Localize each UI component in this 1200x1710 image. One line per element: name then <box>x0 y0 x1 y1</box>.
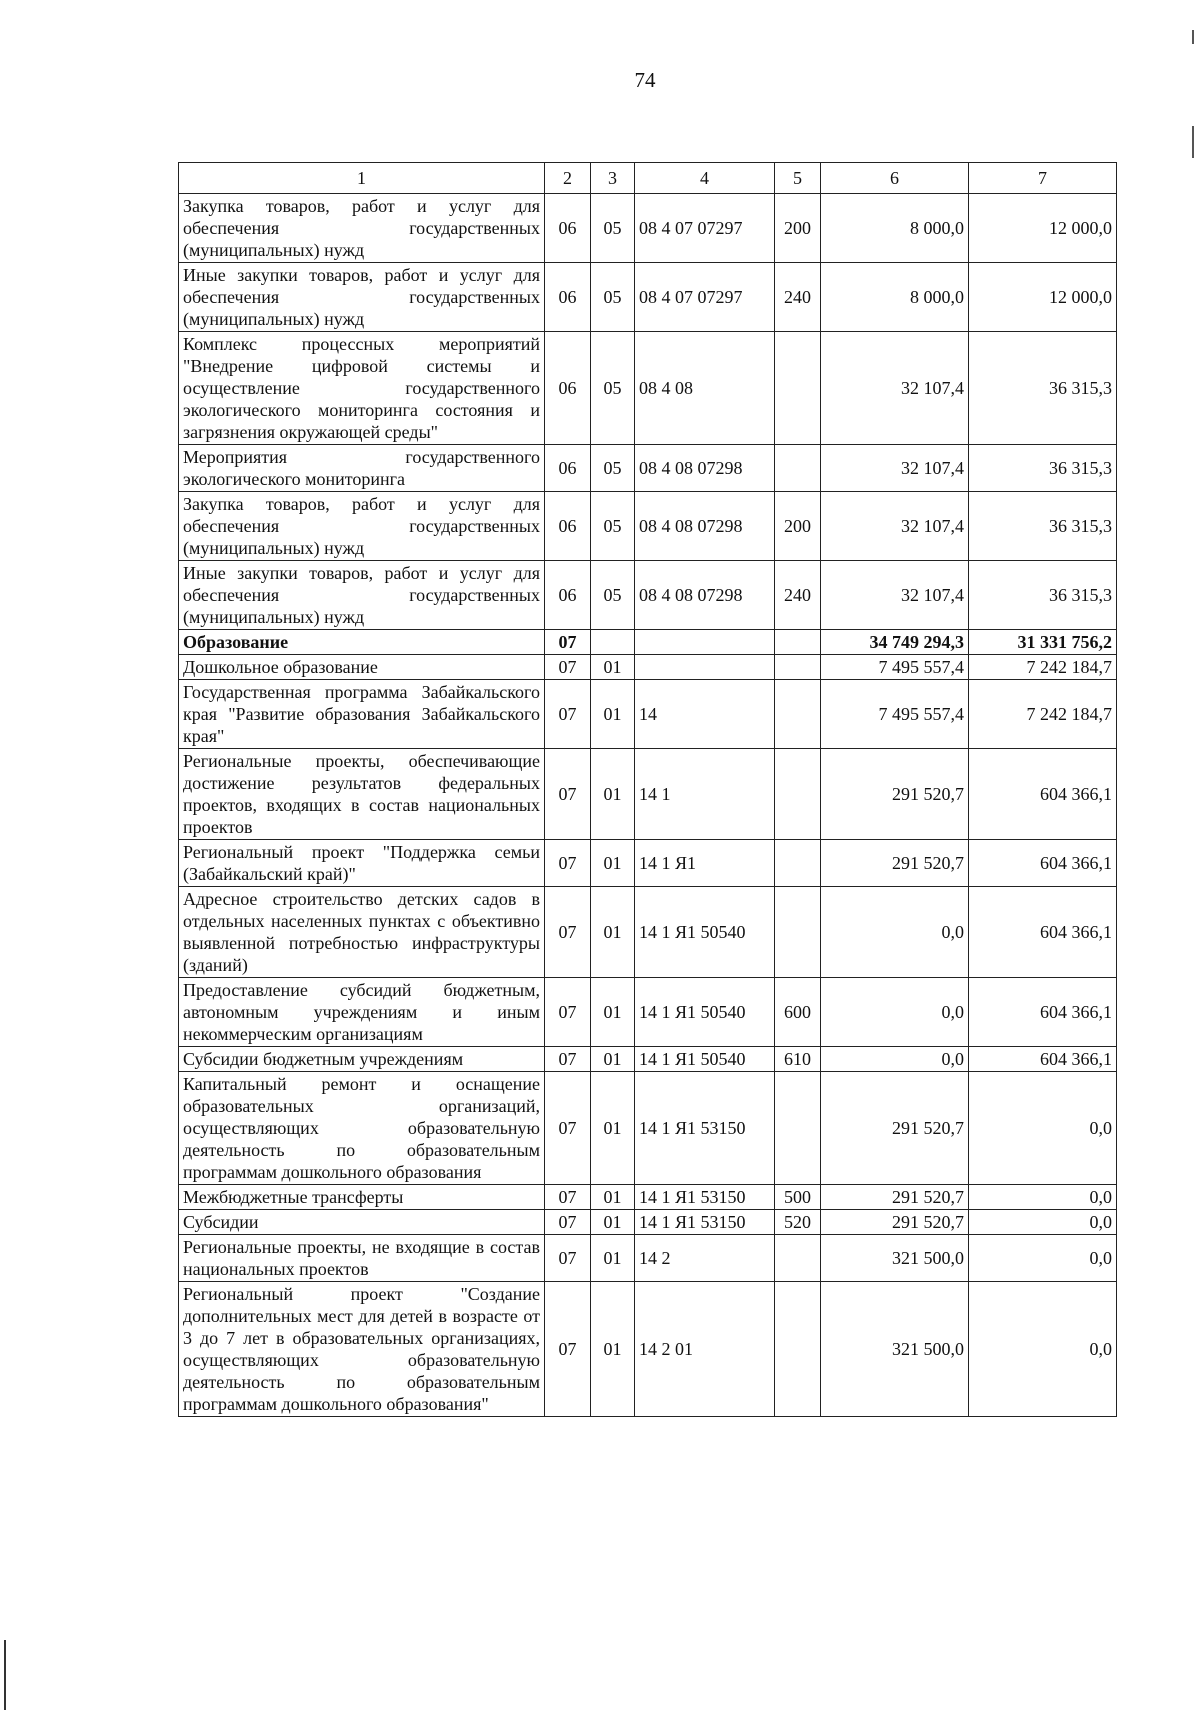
expense-type-cell <box>775 887 821 978</box>
scan-edge-mark <box>1192 30 1194 44</box>
target-code-cell: 14 <box>635 680 775 749</box>
target-code-cell: 14 2 01 <box>635 1282 775 1417</box>
amount-col6-cell: 0,0 <box>821 1047 969 1072</box>
subsection-cell: 01 <box>591 978 635 1047</box>
amount-col7-cell: 36 315,3 <box>969 561 1117 630</box>
amount-col7-cell: 7 242 184,7 <box>969 680 1117 749</box>
subsection-cell: 01 <box>591 655 635 680</box>
amount-col6-cell: 32 107,4 <box>821 561 969 630</box>
amount-col6-cell: 32 107,4 <box>821 492 969 561</box>
amount-col7-cell: 0,0 <box>969 1210 1117 1235</box>
row-name-cell: Региональный проект "Поддержка семьи (Забайкальский край)" <box>179 840 545 887</box>
amount-col7-cell: 604 366,1 <box>969 1047 1117 1072</box>
table-row <box>179 332 1117 445</box>
expense-type-cell <box>775 1235 821 1282</box>
row-name-cell: Региональный проект "Создание дополнительных мест для детей в возрасте от 3 до 7 лет в образовательных организациях, осуществляющих образовательную деятельность по образовательным программам дошкольного образования" <box>179 1282 545 1417</box>
subsection-cell: 05 <box>591 445 635 492</box>
section-cell: 07 <box>545 1235 591 1282</box>
expense-type-cell <box>775 445 821 492</box>
section-cell: 06 <box>545 561 591 630</box>
amount-col7-cell: 604 366,1 <box>969 978 1117 1047</box>
scan-margin-line <box>4 1640 6 1710</box>
section-cell: 07 <box>545 1072 591 1185</box>
section-cell: 07 <box>545 1282 591 1417</box>
section-cell: 07 <box>545 840 591 887</box>
expense-type-cell <box>775 655 821 680</box>
table-body <box>179 194 1117 1417</box>
row-name-cell: Дошкольное образование <box>179 655 545 680</box>
expense-type-cell: 200 <box>775 194 821 263</box>
section-cell: 06 <box>545 445 591 492</box>
amount-col7-cell: 12 000,0 <box>969 263 1117 332</box>
expense-type-cell: 200 <box>775 492 821 561</box>
row-name-cell: Государственная программа Забайкальского края "Развитие образования Забайкальского края" <box>179 680 545 749</box>
column-header-5: 5 <box>775 163 821 194</box>
amount-col6-cell: 291 520,7 <box>821 840 969 887</box>
row-name-cell: Субсидии бюджетным учреждениям <box>179 1047 545 1072</box>
target-code-cell: 14 1 Я1 53150 <box>635 1210 775 1235</box>
expense-type-cell: 600 <box>775 978 821 1047</box>
amount-col7-cell: 604 366,1 <box>969 887 1117 978</box>
column-header-7: 7 <box>969 163 1117 194</box>
target-code-cell: 14 1 Я1 53150 <box>635 1185 775 1210</box>
amount-col7-cell: 604 366,1 <box>969 840 1117 887</box>
table-row <box>179 680 1117 749</box>
amount-col6-cell: 0,0 <box>821 978 969 1047</box>
section-cell: 06 <box>545 263 591 332</box>
subsection-cell: 01 <box>591 840 635 887</box>
column-header-6: 6 <box>821 163 969 194</box>
subsection-cell: 01 <box>591 1047 635 1072</box>
section-cell: 07 <box>545 887 591 978</box>
target-code-cell: 14 1 Я1 50540 <box>635 1047 775 1072</box>
target-code-cell: 08 4 08 07298 <box>635 445 775 492</box>
amount-col7-cell: 0,0 <box>969 1185 1117 1210</box>
table-row <box>179 561 1117 630</box>
row-name-cell: Мероприятия государственного экологического мониторинга <box>179 445 545 492</box>
row-name-cell: Образование <box>179 630 545 655</box>
section-cell: 07 <box>545 1210 591 1235</box>
section-cell: 07 <box>545 1047 591 1072</box>
target-code-cell: 08 4 07 07297 <box>635 194 775 263</box>
expense-type-cell <box>775 1072 821 1185</box>
expense-type-cell: 520 <box>775 1210 821 1235</box>
column-header-3: 3 <box>591 163 635 194</box>
column-header-1: 1 <box>179 163 545 194</box>
subsection-cell: 05 <box>591 263 635 332</box>
subsection-cell: 05 <box>591 561 635 630</box>
expense-type-cell: 240 <box>775 263 821 332</box>
amount-col7-cell: 0,0 <box>969 1072 1117 1185</box>
amount-col7-cell: 36 315,3 <box>969 332 1117 445</box>
expense-type-cell: 240 <box>775 561 821 630</box>
amount-col6-cell: 34 749 294,3 <box>821 630 969 655</box>
amount-col6-cell: 32 107,4 <box>821 445 969 492</box>
table-row <box>179 1185 1117 1210</box>
amount-col6-cell: 291 520,7 <box>821 749 969 840</box>
table-row <box>179 840 1117 887</box>
target-code-cell <box>635 655 775 680</box>
table-row <box>179 263 1117 332</box>
section-cell: 07 <box>545 978 591 1047</box>
page-number: 74 <box>634 68 656 92</box>
expense-type-cell <box>775 630 821 655</box>
target-code-cell: 08 4 08 07298 <box>635 561 775 630</box>
row-name-cell: Предоставление субсидий бюджетным, автономным учреждениям и иным некоммерческим организациям <box>179 978 545 1047</box>
target-code-cell: 14 1 Я1 53150 <box>635 1072 775 1185</box>
subsection-cell: 01 <box>591 1185 635 1210</box>
target-code-cell: 14 1 <box>635 749 775 840</box>
amount-col6-cell: 8 000,0 <box>821 263 969 332</box>
subsection-cell: 01 <box>591 749 635 840</box>
amount-col7-cell: 7 242 184,7 <box>969 655 1117 680</box>
header-row <box>179 163 1117 194</box>
target-code-cell: 14 1 Я1 50540 <box>635 887 775 978</box>
amount-col7-cell: 0,0 <box>969 1282 1117 1417</box>
amount-col7-cell: 36 315,3 <box>969 492 1117 561</box>
section-cell: 06 <box>545 332 591 445</box>
row-name-cell: Комплекс процессных мероприятий "Внедрение цифровой системы и осуществление государственного экологического мониторинга состояния и загрязнения окружающей среды" <box>179 332 545 445</box>
table-row <box>179 978 1117 1047</box>
subsection-cell: 05 <box>591 492 635 561</box>
target-code-cell: 14 2 <box>635 1235 775 1282</box>
amount-col6-cell: 8 000,0 <box>821 194 969 263</box>
section-cell: 07 <box>545 680 591 749</box>
subsection-cell <box>591 630 635 655</box>
amount-col6-cell: 321 500,0 <box>821 1282 969 1417</box>
target-code-cell <box>635 630 775 655</box>
row-name-cell: Закупка товаров, работ и услуг для обеспечения государственных (муниципальных) нужд <box>179 194 545 263</box>
expense-type-cell <box>775 1282 821 1417</box>
section-cell: 07 <box>545 749 591 840</box>
table-row <box>179 445 1117 492</box>
amount-col7-cell: 36 315,3 <box>969 445 1117 492</box>
subsection-cell: 01 <box>591 1235 635 1282</box>
amount-col6-cell: 7 495 557,4 <box>821 680 969 749</box>
column-header-2: 2 <box>545 163 591 194</box>
section-cell: 06 <box>545 194 591 263</box>
target-code-cell: 08 4 08 07298 <box>635 492 775 561</box>
amount-col6-cell: 291 520,7 <box>821 1185 969 1210</box>
amount-col7-cell: 604 366,1 <box>969 749 1117 840</box>
expense-type-cell: 500 <box>775 1185 821 1210</box>
subsection-cell: 01 <box>591 680 635 749</box>
row-name-cell: Региональные проекты, не входящие в состав национальных проектов <box>179 1235 545 1282</box>
table-row <box>179 1282 1117 1417</box>
expense-type-cell <box>775 840 821 887</box>
amount-col6-cell: 291 520,7 <box>821 1210 969 1235</box>
amount-col6-cell: 32 107,4 <box>821 332 969 445</box>
section-cell: 07 <box>545 1185 591 1210</box>
table-row <box>179 1047 1117 1072</box>
subsection-cell: 05 <box>591 194 635 263</box>
row-name-cell: Межбюджетные трансферты <box>179 1185 545 1210</box>
target-code-cell: 14 1 Я1 50540 <box>635 978 775 1047</box>
section-cell: 07 <box>545 655 591 680</box>
budget-table <box>178 162 1117 1417</box>
table-row <box>179 655 1117 680</box>
row-name-cell: Адресное строительство детских садов в отдельных населенных пунктах с объективно выявленной потребностью инфраструктуры (зданий) <box>179 887 545 978</box>
target-code-cell: 08 4 07 07297 <box>635 263 775 332</box>
table-row <box>179 194 1117 263</box>
amount-col7-cell: 0,0 <box>969 1235 1117 1282</box>
table-row <box>179 492 1117 561</box>
amount-col6-cell: 7 495 557,4 <box>821 655 969 680</box>
subsection-cell: 01 <box>591 887 635 978</box>
subsection-cell: 01 <box>591 1282 635 1417</box>
amount-col7-cell: 12 000,0 <box>969 194 1117 263</box>
section-cell: 06 <box>545 492 591 561</box>
table-row <box>179 1072 1117 1185</box>
subsection-cell: 05 <box>591 332 635 445</box>
table-row <box>179 749 1117 840</box>
amount-col6-cell: 291 520,7 <box>821 1072 969 1185</box>
row-name-cell: Закупка товаров, работ и услуг для обеспечения государственных (муниципальных) нужд <box>179 492 545 561</box>
target-code-cell: 08 4 08 <box>635 332 775 445</box>
table-row <box>179 1235 1117 1282</box>
subsection-cell: 01 <box>591 1210 635 1235</box>
subsection-cell: 01 <box>591 1072 635 1185</box>
expense-type-cell <box>775 680 821 749</box>
row-name-cell: Иные закупки товаров, работ и услуг для обеспечения государственных (муниципальных) нужд <box>179 561 545 630</box>
scan-edge-mark <box>1192 126 1194 158</box>
table-row <box>179 1210 1117 1235</box>
column-header-4: 4 <box>635 163 775 194</box>
amount-col6-cell: 321 500,0 <box>821 1235 969 1282</box>
expense-type-cell: 610 <box>775 1047 821 1072</box>
row-name-cell: Региональные проекты, обеспечивающие достижение результатов федеральных проектов, входящих в состав национальных проектов <box>179 749 545 840</box>
row-name-cell: Субсидии <box>179 1210 545 1235</box>
expense-type-cell <box>775 749 821 840</box>
amount-col6-cell: 0,0 <box>821 887 969 978</box>
row-name-cell: Капитальный ремонт и оснащение образовательных организаций, осуществляющих образовательную деятельность по образовательным программам дошкольного образования <box>179 1072 545 1185</box>
expense-type-cell <box>775 332 821 445</box>
target-code-cell: 14 1 Я1 <box>635 840 775 887</box>
section-cell: 07 <box>545 630 591 655</box>
table-row <box>179 630 1117 655</box>
table-row <box>179 887 1117 978</box>
row-name-cell: Иные закупки товаров, работ и услуг для обеспечения государственных (муниципальных) нужд <box>179 263 545 332</box>
amount-col7-cell: 31 331 756,2 <box>969 630 1117 655</box>
